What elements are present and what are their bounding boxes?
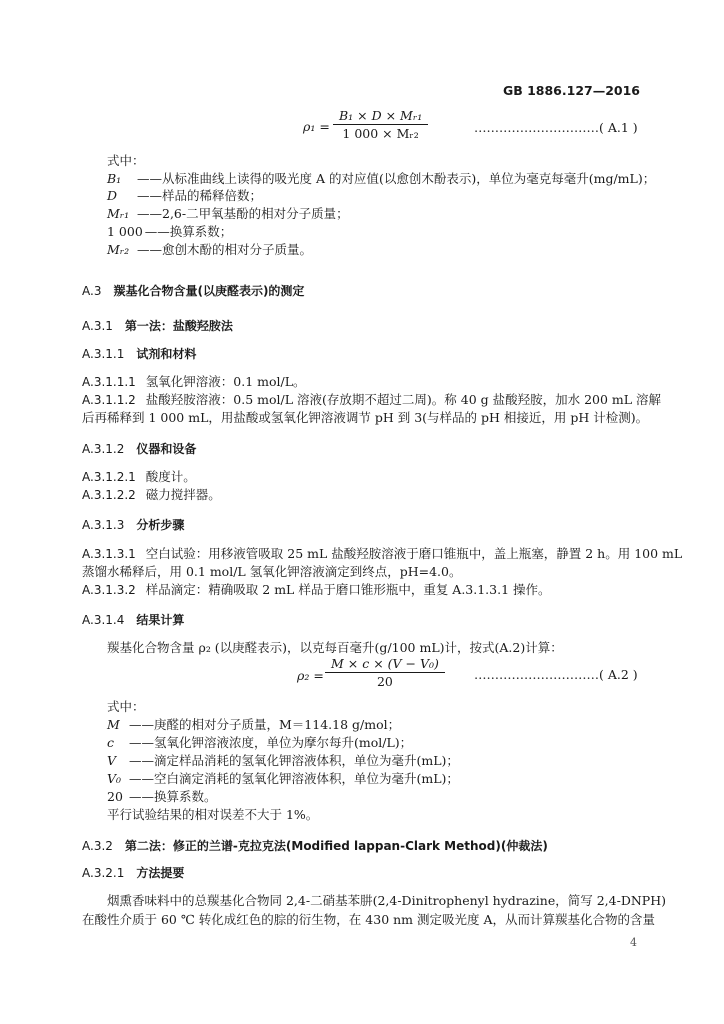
- symbol: c: [107, 735, 115, 750]
- clause-a3121: [82, 467, 196, 485]
- section-number: A.3.2: [82, 839, 113, 853]
- clause-number: A.3.1.1.1: [82, 375, 136, 389]
- clause-text: 磁力搅拌器。: [145, 487, 221, 502]
- clause-a3112-continued: 后再稀释到 1 000 mL，用盐酸或氢氧化钾溶液调节 pH 到 3(与样品的 pH 相接近，用 pH 计检测)。: [82, 410, 649, 425]
- clause-number: A.3.1.1.2: [82, 393, 136, 407]
- precision-note: 平行试验结果的相对误差不大于 1%。: [107, 807, 319, 822]
- section-title: 方法提要: [136, 866, 185, 880]
- symbol-description: ——从标准曲线上读得的吸光度 A 的对应值(以愈创木酚表示)，单位为毫克每毫升(mg/mL)；: [137, 171, 656, 186]
- where-item: [107, 204, 349, 222]
- section-number: A.3.1.2: [82, 442, 125, 456]
- section-number: A.3.2.1: [82, 866, 125, 880]
- formula-a2-numerator: M × c × (V − V₀): [331, 656, 439, 671]
- equation-tag-a1: …………………………( A.1 ): [474, 120, 638, 135]
- section-heading-a32: [82, 837, 548, 854]
- clause-text: 酸度计。: [145, 469, 196, 484]
- section-heading-a31: [82, 317, 233, 334]
- section-title: 仪器和设备: [136, 442, 197, 456]
- clause-text: 样品滴定：精确吸取 2 mL 样品于磨口锥形瓶中，重复 A.3.1.3.1 操作。: [145, 582, 551, 597]
- symbol-description: ——愈创木酚的相对分子质量。: [137, 242, 313, 257]
- section-heading-a321: [82, 864, 184, 881]
- section-number: A.3.1.3: [82, 518, 125, 532]
- section-heading-a3: [82, 282, 304, 299]
- where-item: [107, 240, 312, 258]
- symbol-description: ——空白滴定消耗的氢氧化钾溶液体积，单位为毫升(mL)；: [129, 771, 459, 786]
- clause-number: A.3.1.2.2: [82, 488, 136, 502]
- clause-text: 空白试验：用移液管吸取 25 mL 盐酸羟胺溶液于磨口锥瓶中，盖上瓶塞，静置 2 h。用 100 mL: [145, 546, 683, 561]
- symbol-description: ——2,6-二甲氧基酚的相对分子质量；: [137, 206, 349, 221]
- clause-a3112: [82, 390, 661, 408]
- clause-a3131: [82, 544, 682, 562]
- section-heading-a314: [82, 611, 184, 628]
- clause-a3132: [82, 580, 551, 598]
- formula-a2-fraction: [325, 656, 445, 689]
- method-summary-continued: 在酸性介质于 60 ℃ 转化成红色的腙的衍生物，在 430 nm 测定吸光度 A，从而计算羰基化合物的含量: [82, 912, 655, 927]
- formula-a1-fraction: [333, 108, 428, 141]
- where-item: [107, 769, 459, 787]
- symbol-description: ——庚醛的相对分子质量，M＝114.18 g/mol；: [129, 717, 401, 732]
- where-item: [107, 733, 412, 751]
- symbol: 20: [107, 789, 123, 804]
- section-number: A.3.1.4: [82, 613, 125, 627]
- section-heading-a313: [82, 516, 184, 533]
- section-title: 分析步骤: [136, 518, 185, 532]
- section-heading-a312: [82, 440, 196, 457]
- clause-number: A.3.1.3.2: [82, 583, 136, 597]
- clause-number: A.3.1.2.1: [82, 470, 136, 484]
- section-title: 结果计算: [136, 613, 185, 627]
- formula-a1: [303, 108, 443, 148]
- section-number: A.3.1: [82, 319, 113, 333]
- clause-a3111: [82, 372, 306, 390]
- symbol: D: [107, 188, 118, 203]
- section-number: A.3: [82, 284, 102, 298]
- where-item: [107, 715, 400, 733]
- formula-a2: [297, 656, 437, 696]
- formula-a2-lhs: ρ₂ =: [297, 668, 324, 683]
- where-label: 式中：: [107, 699, 145, 714]
- where-item: [107, 222, 232, 240]
- symbol-description: ——滴定样品消耗的氢氧化钾溶液体积，单位为毫升(mL)；: [129, 753, 459, 768]
- symbol: B₁: [107, 171, 122, 186]
- formula-a1-numerator: B₁ × D × Mᵣ₁: [339, 108, 423, 123]
- formula-a1-denominator: 1 000 × Mᵣ₂: [342, 126, 419, 141]
- where-label: 式中：: [107, 153, 145, 168]
- clause-text: 氢氧化钾溶液：0.1 mol/L。: [145, 374, 306, 389]
- section-title: 试剂和材料: [136, 347, 197, 361]
- standard-number: GB 1886.127—2016: [502, 83, 640, 98]
- page-number: 4: [630, 936, 637, 949]
- symbol-description: ——样品的稀释倍数；: [137, 188, 263, 203]
- clause-a3131-continued: 蒸馏水稀释后，用 0.1 mol/L 氢氧化钾溶液滴定到终点，pH=4.0。: [82, 564, 462, 579]
- method-summary: 烟熏香味料中的总羰基化合物同 2,4-二硝基苯肼(2,4-Dinitrophenyl hydrazine，简写 2,4-DNPH): [107, 893, 666, 908]
- symbol: V: [107, 753, 117, 768]
- symbol: V₀: [107, 771, 122, 786]
- symbol-description: ——换算系数；: [144, 224, 233, 239]
- formula-a1-lhs: ρ₁ =: [303, 119, 330, 134]
- where-item: [107, 169, 655, 187]
- where-item: [107, 787, 217, 805]
- section-number: A.3.1.1: [82, 347, 125, 361]
- section-title: 第二法：修正的兰谱-克拉克法(Modified lappan-Clark Method)(仲裁法): [124, 839, 548, 853]
- section-heading-a311: [82, 345, 196, 362]
- symbol: Mᵣ₂: [107, 242, 130, 257]
- formula-a2-denominator: 20: [376, 674, 393, 689]
- clause-number: A.3.1.3.1: [82, 547, 136, 561]
- symbol-description: ——换算系数。: [129, 789, 217, 804]
- where-item: [107, 186, 262, 204]
- symbol: 1 000: [107, 224, 143, 239]
- calculation-intro: 羰基化合物含量 ρ₂ (以庚醛表示)，以克每百毫升(g/100 mL)计，按式(A.2)计算：: [107, 640, 563, 655]
- symbol: M: [107, 717, 120, 732]
- where-item: [107, 751, 459, 769]
- clause-a3122: [82, 485, 221, 503]
- section-title: 羰基化合物含量(以庚醛表示)的测定: [113, 284, 305, 298]
- equation-tag-a2: …………………………( A.2 ): [474, 667, 638, 682]
- symbol: Mᵣ₁: [107, 206, 130, 221]
- clause-text: 盐酸羟胺溶液：0.5 mol/L 溶液(存放期不超过二周)。称 40 g 盐酸羟胺，加水 200 mL 溶解: [145, 392, 662, 407]
- symbol-description: ——氢氧化钾溶液浓度，单位为摩尔每升(mol/L)；: [129, 735, 413, 750]
- section-title: 第一法：盐酸羟胺法: [124, 319, 233, 333]
